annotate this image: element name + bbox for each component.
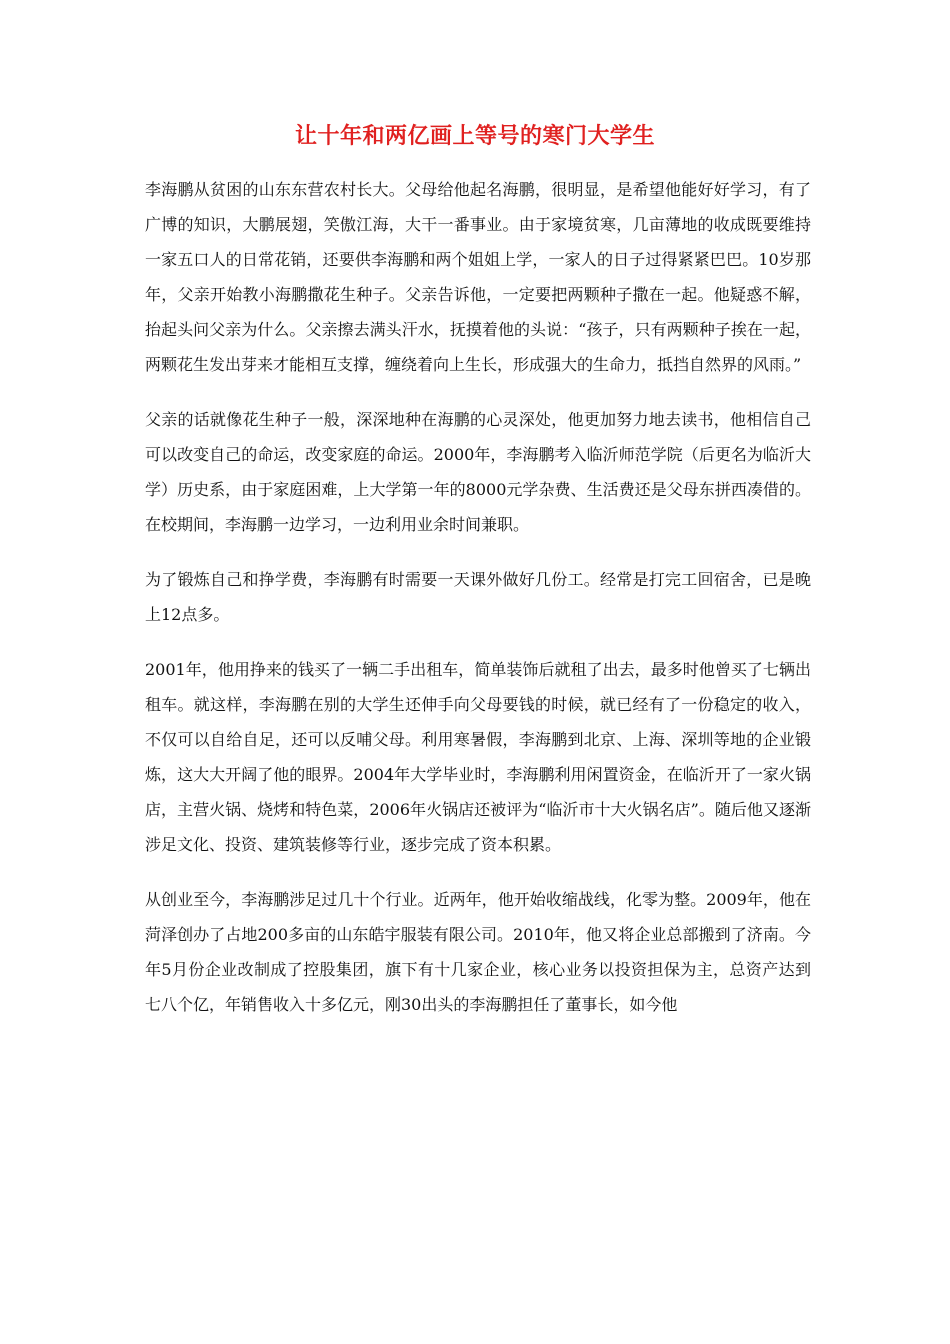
paragraph-5: 从创业至今，李海鹏涉足过几十个行业。近两年，他开始收缩战线，化零为整。2009年，他在菏泽创办了占地200多亩的山东皓宇服装有限公司。2010年，他又将企业总部搬到了济南。今年5月份企业改制成了控股集团，旗下有十几家企业，核心业务以投资担保为主，总资产达到七八个亿，年销售收入十多亿元，刚30出头的李海鹏担任了董事长，如今他 [145,890,811,1014]
document-title: 让十年和两亿画上等号的寒门大学生 [294,123,655,149]
paragraph-4: 2001年，他用挣来的钱买了一辆二手出租车，简单装饰后就租了出去，最多时他曾买了七辆出租车。就这样，李海鹏在别的大学生还伸手向父母要钱的时候，就已经有了一份稳定的收入，不仅可以自给自足，还可以反哺父母。利用寒暑假，李海鹏到北京、上海、深圳等地的企业锻炼，这大大开阔了他的眼界。2004年大学毕业时，李海鹏利用闲置资金，在临沂开了一家火锅店，主营火锅、烧烤和特色菜，2006年火锅店还被评为“临沂市十大火锅名店”。随后他又逐渐涉足文化、投资、建筑装修等行业，逐步完成了资本积累。 [145,660,811,854]
paragraph-1: 李海鹏从贫困的山东东营农村长大。父母给他起名海鹏，很明显，是希望他能好好学习，有了广博的知识，大鹏展翅，笑傲江海，大干一番事业。由于家境贫寒，几亩薄地的收成既要维持一家五口人的日常花销，还要供李海鹏和两个姐姐上学，一家人的日子过得紧紧巴巴。10岁那年，父亲开始教小海鹏撒花生种子。父亲告诉他，一定要把两颗种子撒在一起。他疑惑不解，抬起头问父亲为什么。父亲擦去满头汗水，抚摸着他的头说：“孩子，只有两颗种子挨在一起，两颗花生发出芽来才能相互支撑，缠绕着向上生长，形成强大的生命力，抵挡自然界的风雨。” [145,180,811,374]
paragraph-2: 父亲的话就像花生种子一般，深深地种在海鹏的心灵深处，他更加努力地去读书，他相信自己可以改变自己的命运，改变家庭的命运。2000年，李海鹏考入临沂师范学院（后更名为临沂大学）历史系，由于家庭困难，上大学第一年的8000元学杂费、生活费还是父母东拼西凑借的。在校期间，李海鹏一边学习，一边利用业余时间兼职。 [145,410,811,534]
document-body [145,172,811,1042]
paragraph-3: 为了锻炼自己和挣学费，李海鹏有时需要一天课外做好几份工。经常是打完工回宿舍，已是晚上12点多。 [145,570,811,624]
